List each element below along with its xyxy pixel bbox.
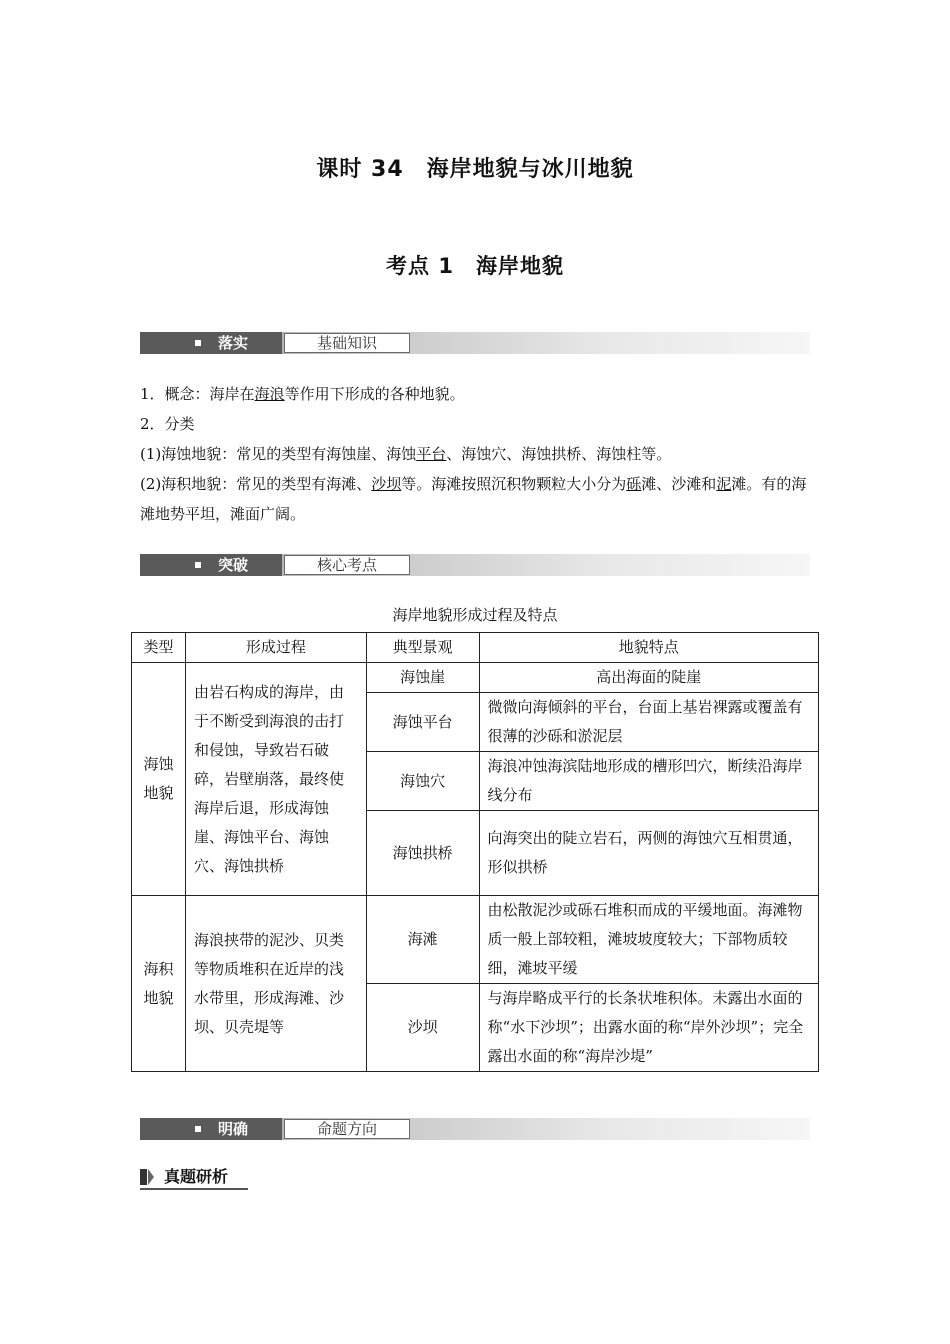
header-cell: 形成过程 [185, 633, 366, 663]
subheading-text: 真题研析 [164, 1167, 229, 1186]
feature-cell: 由松散泥沙或砾石堆积而成的平缓地面。海滩物质一般上部较粗，滩坡坡度较大；下部物质较细，滩坡平缓 [479, 896, 818, 984]
classification-line: 2．分类 [140, 415, 195, 433]
concept-line: 1．概念：海岸在海浪等作用下形成的各种地貌。 [140, 385, 465, 403]
banner-right-label: 基础知识 [284, 333, 410, 353]
banner-left-label: 突破 [218, 556, 249, 574]
bullet-square-icon [195, 340, 201, 346]
section-marker-icon [140, 1169, 154, 1185]
banner-left-label: 落实 [218, 334, 249, 352]
type-cell: 海积地貌 [132, 896, 186, 1072]
erosion-line: (1)海蚀地貌：常见的类型有海蚀崖、海蚀平台、海蚀穴、海蚀拱桥、海蚀柱等。 [140, 445, 672, 463]
feature-cell: 与海岸略成平行的长条状堆积体。未露出水面的称“水下沙坝”；出露水面的称“岸外沙坝”；完全露出水面的称“海岸沙堤” [479, 984, 818, 1072]
table-row [132, 663, 819, 693]
landscape-cell: 海蚀平台 [366, 693, 479, 752]
landscape-cell: 沙坝 [366, 984, 479, 1072]
header-cell: 地貌特点 [479, 633, 818, 663]
banner-direction [140, 1118, 810, 1140]
process-cell: 由岩石构成的海岸，由于不断受到海浪的击打和侵蚀，导致岩石破碎，岩壁崩落，最终使海岸后退，形成海蚀崖、海蚀平台、海蚀穴、海蚀拱桥 [185, 663, 366, 896]
bullet-square-icon [195, 562, 201, 568]
landscape-cell: 海蚀穴 [366, 752, 479, 811]
header-cell: 典型景观 [366, 633, 479, 663]
banner-left-label: 明确 [218, 1120, 249, 1138]
bullet-square-icon [195, 1126, 201, 1132]
feature-cell: 向海突出的陡立岩石，两侧的海蚀穴互相贯通，形似拱桥 [479, 811, 818, 896]
landform-table [131, 632, 819, 1072]
knowledge-block [140, 379, 812, 529]
landscape-cell: 海滩 [366, 896, 479, 984]
feature-cell: 海浪冲蚀海滨陆地形成的槽形凹穴，断续沿海岸线分布 [479, 752, 818, 811]
section-title: 考点 1 海岸地貌 [386, 254, 564, 278]
deposition-line: (2)海积地貌：常见的类型有海滩、沙坝等。海滩按照沉积物颗粒大小分为砾滩、沙滩和泥滩。有的海滩地势平坦，滩面广阔。 [140, 475, 807, 523]
header-cell: 类型 [132, 633, 186, 663]
subheading-underline [140, 1188, 248, 1190]
banner-right-label: 核心考点 [284, 555, 410, 575]
landscape-cell: 海蚀拱桥 [366, 811, 479, 896]
type-cell: 海蚀地貌 [132, 663, 186, 896]
page-title: 课时 34 海岸地貌与冰川地貌 [316, 157, 634, 182]
banner-right-label: 命题方向 [284, 1119, 410, 1139]
feature-cell: 微微向海倾斜的平台，台面上基岩裸露或覆盖有很薄的沙砾和淤泥层 [479, 693, 818, 752]
banner-core [140, 554, 810, 576]
feature-cell: 高出海面的陡崖 [479, 663, 818, 693]
banner-foundation [140, 332, 810, 354]
table-header-row [132, 633, 819, 663]
landscape-cell: 海蚀崖 [366, 663, 479, 693]
table-caption: 海岸地貌形成过程及特点 [392, 606, 558, 624]
table-row [132, 896, 819, 984]
process-cell: 海浪挟带的泥沙、贝类等物质堆积在近岸的浅水带里，形成海滩、沙坝、贝壳堤等 [185, 896, 366, 1072]
